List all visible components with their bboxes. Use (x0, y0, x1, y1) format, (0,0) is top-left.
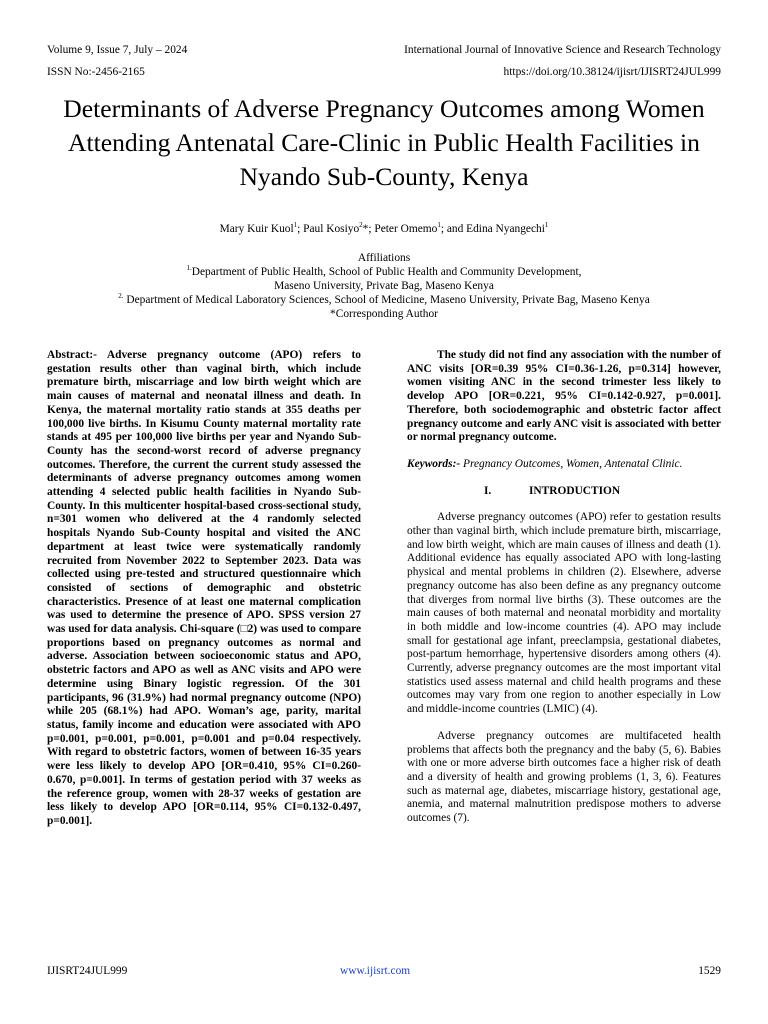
abstract-text: Abstract:- Adverse pregnancy outcome (APO) refers to gestation results other than vaginal birth, which include premature birth, miscarriage and low birth weight which are main causes of maternal and neonatal illness and death. In Kenya, the maternal mortality ratio stands at 355 deaths per 100,000 live births. In Kisumu County maternal mortality rate stands at 495 per 100,000 live births per year and Nyando Sub-County has the second-worst record of adverse pregnancy outcomes. Therefore, the current the current study assessed the determinants of adverse pregnancy outcomes among women attending 4 selected public health facilities in Nyando Sub-County. In this multicenter hospital-based cross-sectional study, n=301 women who delivered at the 4 randomly selected hospitals Nyando Sub-County hospital and visited the ANC department at least twice were systematically randomly recruited from November 2022 to September 2023. Data was collected using pre-tested and structured questionnaire which consisted of sections of demographic and obstetric characteristics. Presence of at least one maternal complication was used to determine the presence of APO. SPSS version 27 was used for data analysis. Chi-square (□2) was used to compare proportions based on pregnancy outcomes as normal and adverse. Association between socioeconomic status and APO, obstetric factors and APO as well as ANC visits and APO were determine using Binary logistic regression. Of the 301 participants, 96 (31.9%) had normal pregnancy outcome (NPO) while 205 (68.1%) had APO. Woman’s age, parity, marital status, family income and education were associated with APO p=0.001, p=0.001, p=0.001, p=0.001 and p=0.04 respectively. With regard to obstetric factors, women of between 16-35 years were less likely to develop APO [OR=0.410, 95% CI=0.260-0.670, p=0.001]. In terms of gestation period with 37 weeks as the reference group, women with 28-37 weeks of gestation are less likely to develop APO [OR=0.114, 95% CI=0.132-0.497, p=0.001]. (47, 349, 361, 827)
author-3: ; Peter Omemo (368, 223, 438, 235)
affiliation-2-number: 2. (118, 292, 124, 301)
keywords-text: Pregnancy Outcomes, Women, Antenatal Clinic. (460, 457, 683, 470)
affiliations (30, 251, 738, 321)
affiliations-heading: Affiliations (357, 252, 411, 264)
doi-link[interactable]: https://doi.org/10.38124/ijisrt/IJISRT24JUL999 (503, 66, 721, 78)
corresponding-mark: * (362, 223, 369, 235)
keywords-label: Keywords:- (407, 457, 461, 470)
affiliation-1 (30, 265, 738, 279)
author-3-affiliation: 1 (437, 221, 441, 230)
issn: ISSN No:-2456-2165 (47, 66, 145, 78)
section-title: INTRODUCTION (529, 484, 621, 497)
author-1: Mary Kuir Kuol (219, 223, 294, 235)
paper-title: Determinants of Adverse Pregnancy Outcomes among Women Attending Antenatal Care-Clinic in Public Health Facilities in Nyando Sub-County, Kenya (63, 94, 705, 191)
abstract-column (47, 349, 361, 829)
journal-name: International Journal of Innovative Science and Research Technology (404, 44, 721, 56)
author-4: ; and Edina Nyangechi (440, 223, 545, 235)
author-2: ; Paul Kosiyo (297, 223, 360, 235)
affiliation-1-number: 1. (186, 264, 192, 273)
affiliation-2-line: Department of Medical Laboratory Sciences, School of Medicine, Maseno University, Private Bag, Maseno Kenya (123, 294, 650, 306)
section-number: I. (484, 484, 492, 497)
corresponding-author-note: *Corresponding Author (330, 308, 438, 320)
page-number: 1529 (698, 965, 721, 977)
right-column (407, 349, 721, 826)
keywords (407, 458, 721, 472)
author-1-affiliation: 1 (293, 221, 298, 230)
affiliation-1-line-2: Maseno University, Private Bag, Maseno Kenya (274, 280, 494, 292)
author-2-affiliation: 2 (359, 221, 363, 230)
author-4-affiliation: 1 (544, 221, 549, 230)
author-list (30, 222, 738, 236)
intro-paragraph-1: Adverse pregnancy outcomes (APO) refer to gestation results other than vaginal birth, which include premature birth, miscarriage, and low birth weight, which are main causes of illness and death (1). Additional evidence has equally associated APO with long-lasting physical and mental problems in children (2). Elsewhere, adverse pregnancy outcome has also been define as any pregnancy outcome that diverges from normal live births (3). These outcomes are the main causes of both maternal and neonatal morbidity and mortality in both middle and low-income countries (4). APO may include small for gestational age infant, preeclampsia, gestational diabetes, post-partum hemorrhage, hypertensive disorders among others (4). Currently, adverse pregnancy outcomes are the most important vital statistics used assess maternal and child health programs and these outcomes may vary from one region to another especially in Low and middle-income countries (LMIC) (4). (407, 511, 721, 716)
footer-website-link[interactable]: www.ijisrt.com (340, 965, 411, 977)
section-heading (407, 485, 721, 499)
volume-issue: Volume 9, Issue 7, July – 2024 (47, 44, 188, 56)
intro-paragraph-2: Adverse pregnancy outcomes are multifaceted health problems that affects both the pregnancy and the baby (5, 6). Babies with one or more adverse birth outcomes face a higher risk of death and a diversity of health and growing problems (1, 3, 6). Features such as maternal age, diabetes, miscarriage history, gestational age, anemia, and maternal malnutrition predispose mothers to adverse outcomes (7). (407, 729, 721, 825)
affiliation-2 (30, 293, 738, 307)
abstract-continued: The study did not find any association with the number of ANC visits [OR=0.39 95% CI=0.36-1.26, p=0.314] however, women visiting ANC in the second trimester less likely to develop APO [OR=0.221, 95% CI=0.142-0.927, p=0.001]. Therefore, both sociodemographic and obstetric factor affect pregnancy outcome and early ANC visit is associated with better or normal pregnancy outcome. (407, 349, 721, 444)
affiliation-1-line-1: Department of Public Health, School of Public Health and Community Development, (191, 266, 582, 278)
footer-paper-code: IJISRT24JUL999 (47, 965, 128, 977)
